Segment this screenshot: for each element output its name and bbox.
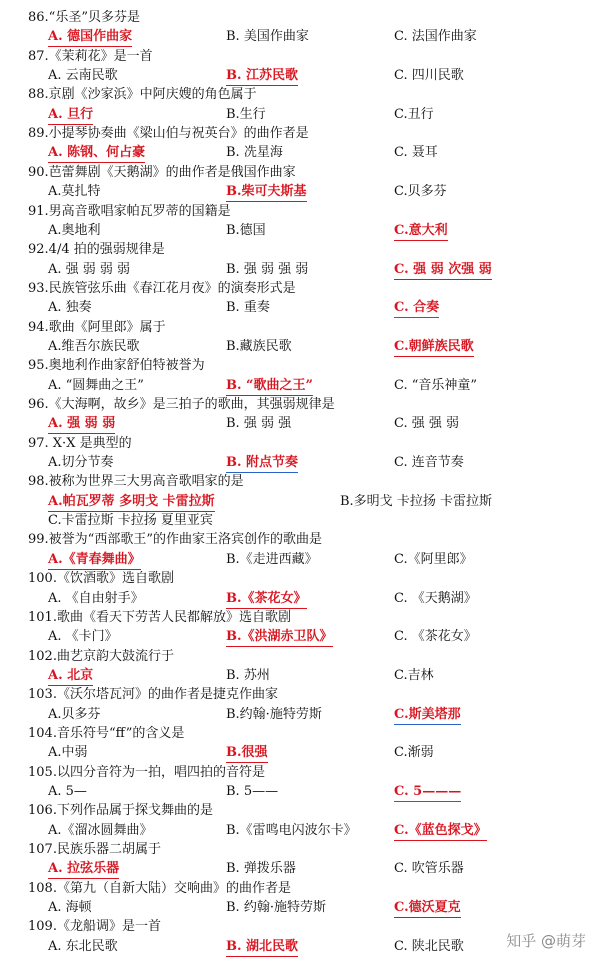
option-a: A. 东北民歌 (48, 938, 118, 954)
correct-answer: B.柴可夫斯基 (226, 183, 307, 202)
option-c: C.贝多芬 (394, 184, 447, 200)
options-line (0, 415, 600, 433)
question-text: 108.《第九（自新大陆）交响曲》的曲作者是 (28, 880, 291, 896)
options-line (0, 377, 600, 395)
question-text: 97. X·X 是典型的 (28, 435, 132, 451)
question-line (0, 86, 600, 104)
correct-answer: B. 湖北民歌 (226, 938, 298, 957)
option-b: B. 强 弱 强 弱 (226, 261, 309, 277)
options-line (0, 899, 600, 917)
correct-answer: B. 附点节奏 (226, 454, 298, 473)
options-line (0, 744, 600, 762)
question-line (0, 841, 600, 859)
option-a: A.贝多芬 (48, 706, 101, 722)
option-b: B. 重奏 (226, 300, 270, 316)
options-line (0, 338, 600, 356)
question-text: 100.《饮酒歌》选自歌剧 (28, 571, 174, 587)
option-c: C. 陕北民歌 (394, 938, 464, 954)
question-line (0, 473, 600, 491)
option-a: A. “圆舞曲之王” (48, 377, 144, 393)
options-line (0, 493, 600, 511)
question-line (0, 435, 600, 453)
option-a: A. 海顿 (48, 900, 92, 916)
option-b: B.《走进西藏》 (226, 551, 318, 567)
question-line (0, 164, 600, 182)
question-text: 95.奥地利作曲家舒伯特被誉为 (28, 358, 205, 374)
question-text: 91.男高音歌唱家帕瓦罗蒂的国籍是 (28, 203, 231, 219)
options-line (0, 144, 600, 162)
correct-answer: A. 北京 (48, 667, 93, 686)
option-a: A.维吾尔族民歌 (48, 338, 140, 354)
option-c: C. “音乐神童” (394, 377, 478, 393)
correct-answer: C.《蓝色探戈》 (394, 822, 487, 841)
correct-answer: B.《茶花女》 (226, 590, 307, 609)
option-b: B.德国 (226, 222, 266, 238)
option-c: C.吉林 (394, 667, 434, 683)
question-line (0, 203, 600, 221)
option-c: C. 四川民歌 (394, 68, 464, 84)
correct-answer: B.很强 (226, 744, 268, 763)
question-text: 109.《龙船调》是一首 (28, 919, 161, 935)
question-line (0, 396, 600, 414)
options-line (0, 183, 600, 201)
question-text: 101.歌曲《看天下劳苦人民都解放》选自歌剧 (28, 609, 291, 625)
correct-answer: C.斯美塔那 (394, 706, 461, 725)
option-c: C.丑行 (394, 106, 434, 122)
question-line (0, 280, 600, 298)
correct-answer: B. “歌曲之王” (226, 377, 313, 396)
option-a: A. 独奏 (48, 300, 92, 316)
option-c: C. 聂耳 (394, 145, 438, 161)
option-b: B. 冼星海 (226, 145, 283, 161)
correct-answer: C.朝鲜族民歌 (394, 338, 474, 357)
question-text: 98.被称为世界三大男高音歌唱家的是 (28, 474, 244, 490)
option-b: B. 美国作曲家 (226, 29, 309, 45)
options-line (0, 67, 600, 85)
question-text: 89.小提琴协奏曲《梁山伯与祝英台》的曲作者是 (28, 126, 309, 142)
option-c: C. 《茶花女》 (394, 629, 477, 645)
question-text: 90.芭蕾舞剧《天鹅湖》的曲作者是俄国作曲家 (28, 164, 296, 180)
option-a: A. 《自由射手》 (48, 590, 144, 606)
question-line (0, 764, 600, 782)
option-b: B. 5—— (226, 784, 279, 799)
option-a: A. 云南民歌 (48, 68, 118, 84)
options-line (0, 299, 600, 317)
option-b: B. 苏州 (226, 667, 270, 683)
question-text: 92.4/4 拍的强弱规律是 (28, 242, 165, 258)
option-b: B.生行 (226, 106, 266, 122)
option-b: B.藏族民歌 (226, 338, 292, 354)
option-c: C.渐弱 (394, 745, 434, 761)
correct-answer: A. 强 弱 弱 (48, 415, 115, 434)
options-line (0, 454, 600, 472)
option-c: C. 强 强 弱 (394, 416, 460, 432)
correct-answer: C. 强 弱 次强 弱 (394, 261, 492, 280)
question-line (0, 9, 600, 27)
question-line (0, 725, 600, 743)
options-line (0, 28, 600, 46)
question-text: 88.京剧《沙家浜》中阿庆嫂的角色属于 (28, 87, 257, 103)
question-text: 106.下列作品属于探戈舞曲的是 (28, 803, 213, 819)
question-line (0, 319, 600, 337)
options-line (0, 106, 600, 124)
question-line (0, 125, 600, 143)
option-a: A.莫扎特 (48, 184, 101, 200)
question-line (0, 609, 600, 627)
question-text: 96.《大海啊，故乡》是三拍子的歌曲，其强弱规律是 (28, 397, 335, 412)
option-c: C.卡雷拉斯 卡拉扬 夏里亚宾 (48, 513, 213, 529)
options-line (0, 628, 600, 646)
correct-answer: A. 陈钢、何占豪 (48, 144, 145, 163)
options-line (0, 222, 600, 240)
option-a: A.切分节奏 (48, 455, 114, 471)
option-a: A.中弱 (48, 745, 88, 761)
question-text: 103.《沃尔塔瓦河》的曲作者是捷克作曲家 (28, 687, 278, 703)
option-b: B. 强 弱 强 (226, 416, 292, 432)
question-line (0, 802, 600, 820)
question-text: 105.以四分音符为一拍，唱四拍的音符是 (28, 764, 265, 780)
options-line (0, 667, 600, 685)
question-text: 94.歌曲《阿里郎》属于 (28, 319, 166, 335)
option-b: B. 弹拨乐器 (226, 861, 296, 877)
question-text: 93.民族管弦乐曲《春江花月夜》的演奏形式是 (28, 280, 296, 296)
question-line (0, 48, 600, 66)
question-text: 99.被誉为“西部歌王”的作曲家王洛宾创作的歌曲是 (28, 532, 322, 548)
question-line (0, 880, 600, 898)
question-text: 104.音乐符号“ff”的含义是 (28, 725, 185, 741)
correct-answer: C. 合奏 (394, 299, 439, 318)
correct-answer: B.《洪湖赤卫队》 (226, 628, 333, 647)
question-line (0, 648, 600, 666)
option-a: A.奥地利 (48, 222, 101, 238)
option-a: A. 强 弱 弱 弱 (48, 261, 131, 277)
option-b: B.《雷鸣电闪波尔卡》 (226, 822, 357, 838)
question-line (0, 570, 600, 588)
option-b: B. 约翰·施特劳斯 (226, 900, 326, 916)
correct-answer: C.意大利 (394, 222, 448, 241)
question-line (0, 357, 600, 375)
option-a: A.《溜冰圆舞曲》 (48, 822, 153, 838)
option-a: A. 《卡门》 (48, 629, 118, 645)
question-line (0, 686, 600, 704)
question-text: 102.曲艺京韵大鼓流行于 (28, 648, 174, 664)
options-line (0, 590, 600, 608)
option-b: B.多明戈 卡拉扬 卡雷拉斯 (340, 493, 492, 509)
option-c: C. 《天鹅湖》 (394, 590, 477, 606)
options-line (0, 551, 600, 569)
watermark: 知乎 @萌芽 (506, 932, 586, 950)
correct-answer: A. 拉弦乐器 (48, 860, 119, 879)
options-line (0, 860, 600, 878)
correct-answer: A. 德国作曲家 (48, 28, 132, 47)
question-line (0, 241, 600, 259)
option-c: C. 法国作曲家 (394, 29, 477, 45)
correct-answer: B. 江苏民歌 (226, 67, 298, 86)
question-text: 107.民族乐器二胡属于 (28, 842, 161, 858)
question-line (0, 512, 600, 530)
question-text: 87.《茉莉花》是一首 (28, 48, 153, 64)
correct-answer: C.德沃夏克 (394, 899, 461, 918)
options-line (0, 822, 600, 840)
correct-answer: C. 5——— (394, 783, 461, 802)
correct-answer: A. 旦行 (48, 106, 93, 125)
question-line (0, 531, 600, 549)
correct-answer: A.《青春舞曲》 (48, 551, 141, 570)
options-line (0, 261, 600, 279)
option-a: A. 5— (48, 784, 87, 799)
correct-answer: A.帕瓦罗蒂 多明戈 卡雷拉斯 (48, 493, 215, 512)
option-b: B.约翰·施特劳斯 (226, 706, 322, 722)
option-c: C.《阿里郎》 (394, 551, 473, 567)
options-line (0, 783, 600, 801)
option-c: C. 吹管乐器 (394, 861, 464, 877)
question-text: 86.“乐圣”贝多芬是 (28, 10, 140, 25)
option-c: C. 连音节奏 (394, 455, 464, 471)
options-line (0, 706, 600, 724)
